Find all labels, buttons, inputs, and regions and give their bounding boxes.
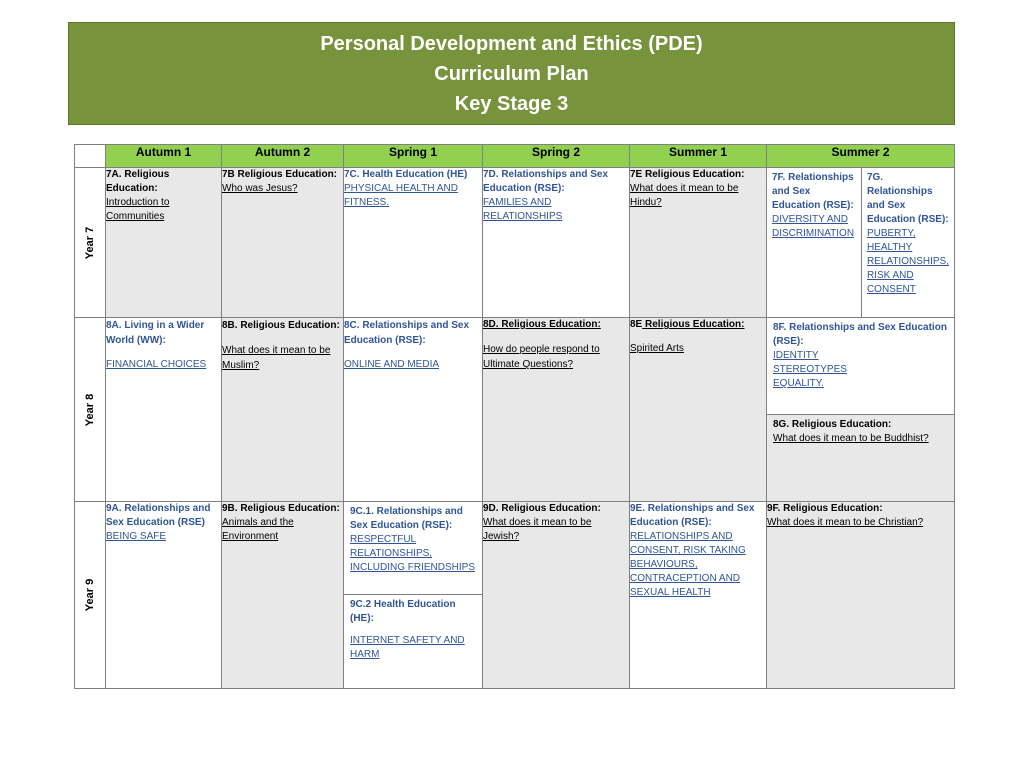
topic-link[interactable]: Spirited Arts (630, 343, 684, 354)
cell-y8-summer-1 (630, 318, 767, 502)
cell-title: 9F. Religious Education: (767, 503, 883, 514)
topic-link[interactable]: What does it mean to be Muslim? (222, 345, 331, 371)
cell-y8-spring-1 (344, 318, 483, 502)
topic-link[interactable]: What does it mean to be Jewish? (483, 517, 592, 542)
cell-y9-autumn-2 (222, 502, 344, 689)
topic-link[interactable]: Who was Jesus? (222, 183, 298, 194)
header-autumn-1: Autumn 1 (106, 145, 222, 168)
topic-link[interactable]: FAMILIES AND RELATIONSHIPS (483, 197, 563, 222)
corner-cell (75, 145, 106, 168)
topic-link[interactable]: What does it mean to be Hindu? (630, 183, 739, 208)
header-summer-1: Summer 1 (630, 145, 767, 168)
cell-y7-autumn-2 (222, 168, 344, 318)
cell-y8-autumn-1 (106, 318, 222, 502)
cell-title: 8D. Religious Education: (483, 319, 601, 330)
header-autumn-2: Autumn 2 (222, 145, 344, 168)
cell-title: 8C. Relationships and Sex Education (RSE): (344, 320, 470, 346)
topic-link[interactable]: What does it mean to be Buddhist? (773, 433, 929, 444)
sub-cell-7g (861, 168, 954, 317)
cell-y7-spring-1 (344, 168, 483, 318)
year-8-label: Year 8 (75, 318, 106, 502)
cell-title: 8F. Relationships and Sex Education (RSE): (773, 322, 947, 347)
topic-link[interactable]: PUBERTY, HEALTHY RELATIONSHIPS, RISK AND CONSENT (866, 228, 949, 295)
topic-link[interactable]: INTERNET SAFETY AND HARM (350, 635, 465, 660)
sub-cell-9c2 (344, 594, 482, 688)
cell-title: 7G. Relationships and Sex Education (RSE): (866, 172, 949, 225)
cell-title: 7B Religious Education: (222, 169, 338, 180)
cell-y9-summer-1 (630, 502, 767, 689)
sub-cell-7f (767, 168, 861, 317)
topic-link[interactable]: PHYSICAL HEALTH AND FITNESS. (344, 183, 458, 208)
header-spring-2: Spring 2 (483, 145, 630, 168)
topic-link[interactable]: RELATIONSHIPS AND CONSENT, RISK TAKING BEHAVIOURS, CONTRACEPTION AND SEXUAL HEALTH (630, 531, 746, 598)
topic-link[interactable]: Introduction to Communities (106, 197, 170, 222)
topic-link[interactable]: FINANCIAL CHOICES (106, 359, 207, 370)
topic-link[interactable]: RESPECTFUL RELATIONSHIPS, INCLUDING FRIENDSHIPS (350, 534, 476, 573)
cell-title: 9A. Relationships and Sex Education (RSE) (106, 503, 211, 528)
cell-y9-autumn-1 (106, 502, 222, 689)
year-7-label: Year 7 (75, 168, 106, 318)
topic-link[interactable]: Animals and the Environment (222, 517, 294, 542)
topic-link[interactable]: STEREOTYPES (773, 364, 847, 375)
topic-link[interactable]: EQUALITY. (773, 378, 824, 389)
banner-subtitle: Curriculum Plan (434, 62, 589, 85)
cell-title: 9B. Religious Education: (222, 503, 340, 514)
cell-title: 7E Religious Education: (630, 169, 745, 180)
cell-title: 9D. Religious Education: (483, 503, 601, 514)
curriculum-table (74, 144, 955, 689)
topic-link[interactable]: How do people respond to Ultimate Questions? (483, 344, 600, 370)
cell-y7-spring-2 (483, 168, 630, 318)
cell-y7-summer-1 (630, 168, 767, 318)
sub-cell-8f (767, 318, 954, 414)
topic-link[interactable]: DIVERSITY AND DISCRIMINATION (772, 214, 855, 239)
cell-title: 7C. Health Education (HE) (344, 169, 468, 180)
topic-link[interactable]: IDENTITY (773, 350, 819, 361)
cell-y7-autumn-1 (106, 168, 222, 318)
cell-y8-spring-2 (483, 318, 630, 502)
title-banner (68, 22, 955, 125)
cell-y9-spring-2 (483, 502, 630, 689)
cell-title: 9E. Relationships and Sex Education (RSE): (630, 503, 755, 528)
cell-y9-summer-2 (767, 502, 955, 689)
sub-cell-8g (767, 414, 954, 501)
cell-title: 8A. Living in a Wider World (WW): (106, 320, 205, 346)
topic-link[interactable]: ONLINE AND MEDIA (344, 359, 440, 370)
banner-key-stage: Key Stage 3 (454, 92, 569, 115)
year-9-label: Year 9 (75, 502, 106, 689)
cell-title: 8E Religious Education: (630, 319, 745, 330)
cell-title: 9C.1. Relationships and Sex Education (RSE): (350, 506, 463, 531)
header-spring-1: Spring 1 (344, 145, 483, 168)
cell-y8-summer-2 (767, 318, 955, 502)
sub-cell-9c1 (344, 502, 482, 594)
header-summer-2: Summer 2 (767, 145, 955, 168)
cell-y7-summer-2 (767, 168, 955, 318)
cell-title: 7D. Relationships and Sex Education (RSE): (483, 169, 609, 194)
cell-title: 9C.2 Health Education (HE): (350, 599, 456, 624)
cell-title: 8G. Religious Education: (773, 419, 892, 430)
topic-link[interactable]: What does it mean to be Christian? (767, 517, 924, 528)
cell-title: 8B. Religious Education: (222, 320, 340, 331)
cell-title: 7F. Relationships and Sex Education (RSE): (772, 172, 854, 211)
cell-y8-autumn-2 (222, 318, 344, 502)
cell-title: 7A. Religious Education: (106, 169, 170, 194)
topic-link[interactable]: BEING SAFE (106, 531, 167, 542)
banner-title: Personal Development and Ethics (PDE) (320, 32, 703, 55)
cell-y9-spring-1 (344, 502, 483, 689)
